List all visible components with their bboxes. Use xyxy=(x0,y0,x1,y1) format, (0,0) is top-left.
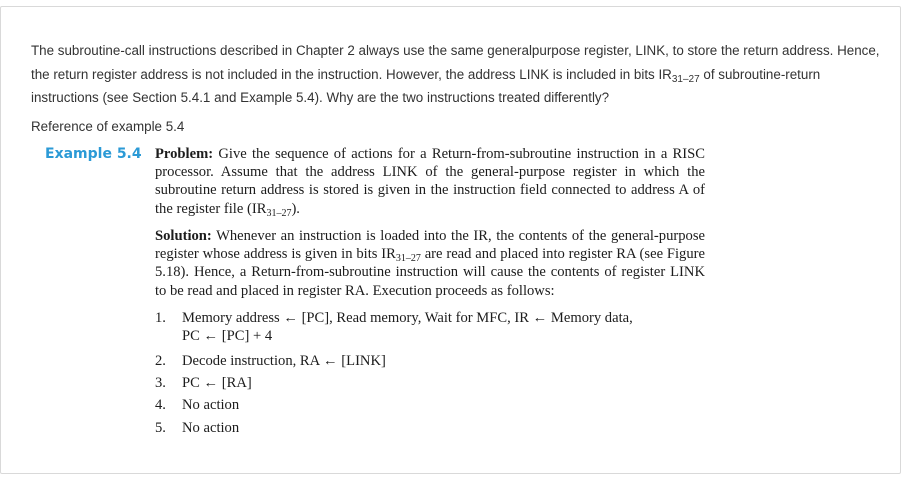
question-subscript: 31–27 xyxy=(671,73,700,85)
example-label: Example 5.4 xyxy=(45,146,142,162)
solution-paragraph xyxy=(155,227,705,300)
step-number: 4. xyxy=(155,397,166,413)
question-part-2: of subroutine-return instructions (see Section 5.4.1 and Example 5.4). Why are the two instructions treated differently? xyxy=(31,66,821,105)
step-text: No action xyxy=(182,397,240,413)
step-text: PC ← [RA] xyxy=(182,375,252,391)
solution-heading: Solution: xyxy=(155,228,212,244)
step-text: No action xyxy=(182,420,240,436)
problem-paragraph xyxy=(155,145,705,218)
step-text: Decode instruction, RA ← [LINK] xyxy=(182,353,386,369)
content-card xyxy=(0,6,901,474)
question-part-1: The subroutine-call instructions described in Chapter 2 always use the same generalpurpose register, LINK, to store the return address. Hence, the return register address is not included in the instruction. However, the address LINK is included in bits IR xyxy=(31,43,880,82)
step-number: 1. xyxy=(155,310,166,326)
question-text xyxy=(31,39,881,110)
solution-text-2: are read and placed into register RA (see Figure 5.18). Hence, a Return-from-subroutine instruction will cause the contents of register LINK to be read and placed in register RA. Execution proceeds as follows: xyxy=(155,246,705,299)
step-line-1: Memory address ← [PC], Read memory, Wait for MFC, IR ← Memory data, xyxy=(182,310,633,326)
step-number: 5. xyxy=(155,420,166,436)
solution-text-1: Whenever an instruction is loaded into the IR, the contents of the general-purpose register whose address is given in bits IR xyxy=(155,228,705,263)
step-number: 2. xyxy=(155,353,166,369)
reference-line: Reference of example 5.4 xyxy=(31,119,185,134)
solution-subscript: 31–27 xyxy=(395,253,421,265)
step-number: 3. xyxy=(155,375,166,391)
problem-text-1: Give the sequence of actions for a Return-from-subroutine instruction in a RISC processor. Assume that the address LINK of the general-purpose register in which the subroutine return address is stored is given in the instruction field connected to address A of the register file (IR xyxy=(155,146,705,217)
step-text xyxy=(182,309,712,345)
step-line-2: PC ← [PC] + 4 xyxy=(182,328,273,345)
problem-text-2: ). xyxy=(291,200,300,217)
problem-heading: Problem: xyxy=(155,146,214,162)
problem-subscript: 31–27 xyxy=(266,207,292,219)
